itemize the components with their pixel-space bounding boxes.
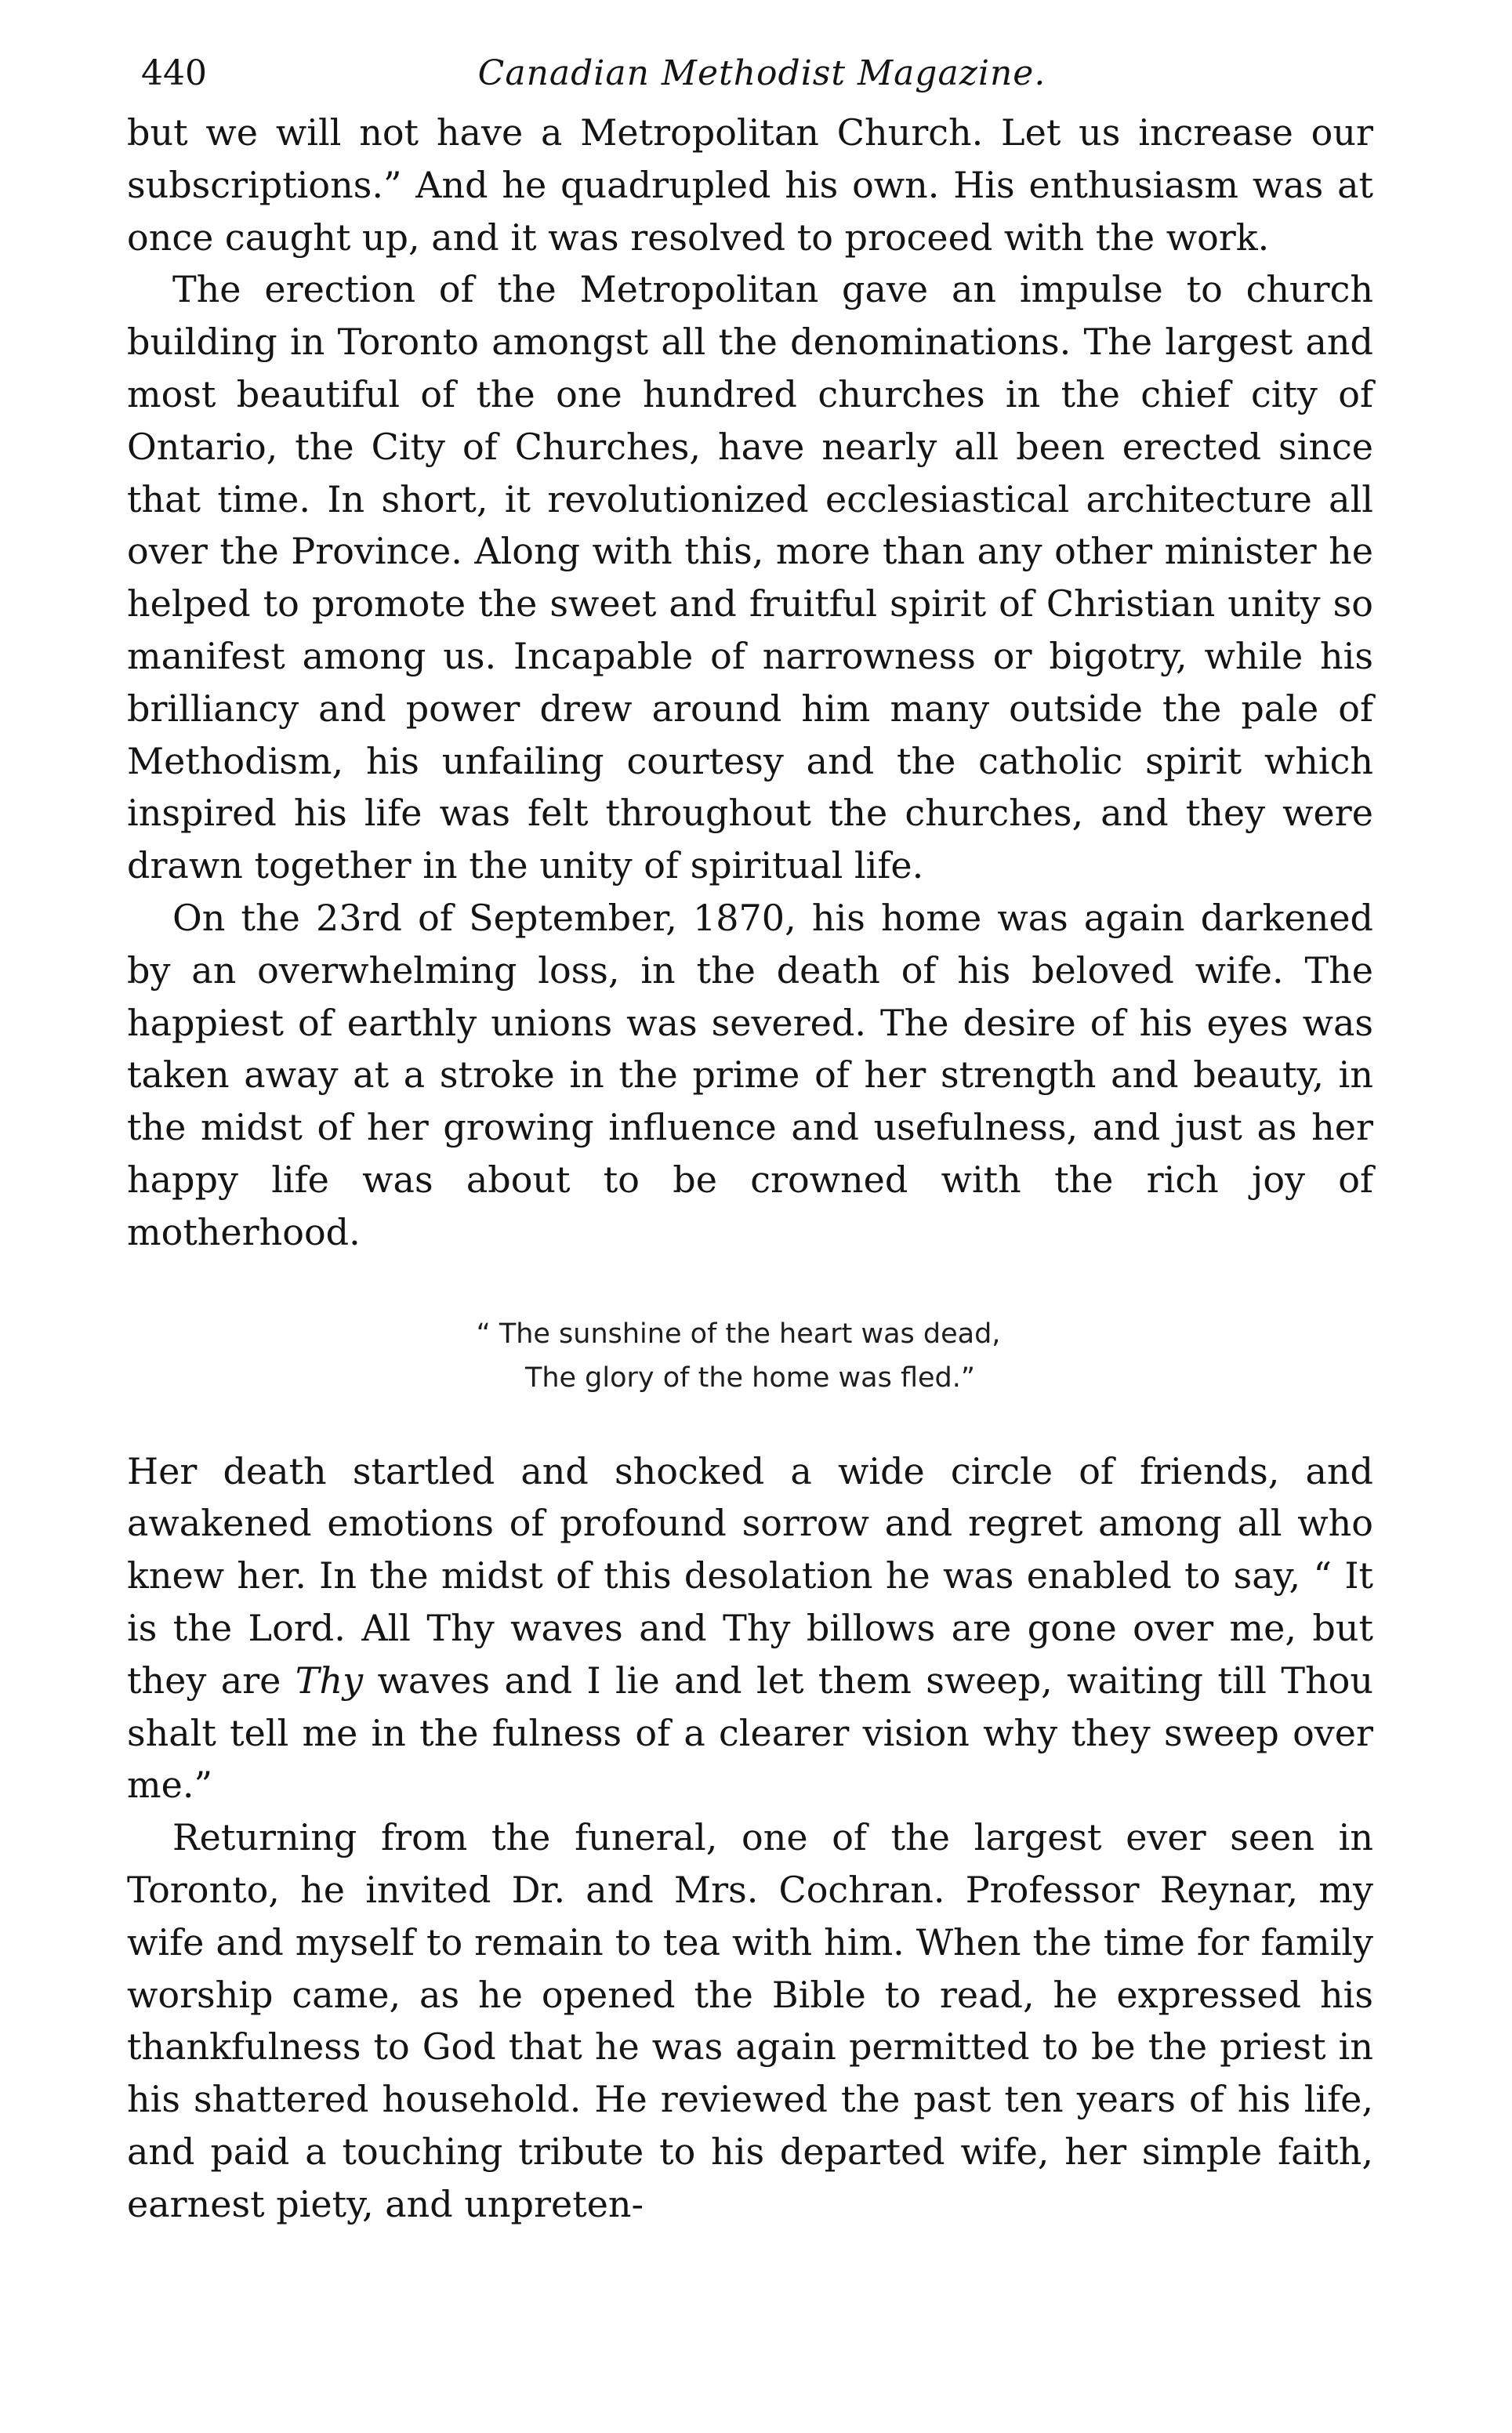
paragraph-wife-death: On the 23rd of September, 1870, his home was again darkened by an overwhelming loss, in the death of his beloved wife. The happiest of earthly unions was severed. The desire of his eyes was taken away at a stroke in the prime of her strength and beauty, in the midst of her growing influence and usefulness, and just as her happy life was about to be crowned with the rich joy of motherhood. bbox=[127, 896, 1373, 1253]
verse-line-1: “ The sunshine of the heart was dead, bbox=[476, 1318, 1001, 1350]
verse-quotation bbox=[127, 1312, 1373, 1400]
italic-emphasis: Thy bbox=[295, 1659, 364, 1702]
running-title: Canadian Methodist Magazine. bbox=[477, 53, 1046, 93]
paragraph-her-death-text: Her death startled and shocked a wide circle of friends, and awakened emotions of profound sorrow and regret among all who knew her. In the midst of this desolation he was enabled to say, “ It is the Lord. All Thy waves and Thy billows are gone over me, but they are bbox=[127, 1449, 1373, 1702]
paragraph-her-death-text-end: waves and I lie and let them sweep, waiting till Thou shalt tell me in the fulness of a clearer vision why they sweep over me.” bbox=[127, 1659, 1373, 1807]
verse-line-2: The glory of the home was fled.” bbox=[524, 1362, 976, 1394]
book-page bbox=[127, 41, 1373, 2230]
paragraph-her-death bbox=[127, 1445, 1373, 1812]
paragraph-continuation: but we will not have a Metropolitan Church. Let us increase our subscriptions.” And he quadrupled his own. His enthusiasm was at once caught up, and it was resolved to proceed with the work. bbox=[127, 111, 1373, 259]
page-header bbox=[127, 41, 1373, 107]
paragraph-church-building: The erection of the Metropolitan gave an impulse to church building in Toronto amongst all the denominations. The largest and most beautiful of the one hundred churches in the chief city of Ontario, the City of Churches, have nearly all been erected since that time. In short, it revolutionized ecclesiastical architecture all over the Province. Along with this, more than any other minister he helped to promote the sweet and fruitful spirit of Christian unity so manifest among us. Incapable of narrowness or bigotry, while his brilliancy and power drew around him many outside the pale of Methodism, his unfailing courtesy and the catholic spirit which inspired his life was felt throughout the churches, and they were drawn together in the unity of spiritual life. bbox=[127, 268, 1373, 887]
paragraph-funeral: Returning from the funeral, one of the largest ever seen in Toronto, he invited Dr. and Mrs. Cochran. Professor Reynar, my wife and myself to remain to tea with him. When the time for family worship came, as he opened the Bible to read, he expressed his thankfulness to God that he was again permitted to be the priest in his shattered household. He reviewed the past ten years of his life, and paid a touching tribute to his departed wife, her simple faith, earnest piety, and unpreten- bbox=[127, 1816, 1373, 2225]
page-number: 440 bbox=[141, 53, 207, 93]
